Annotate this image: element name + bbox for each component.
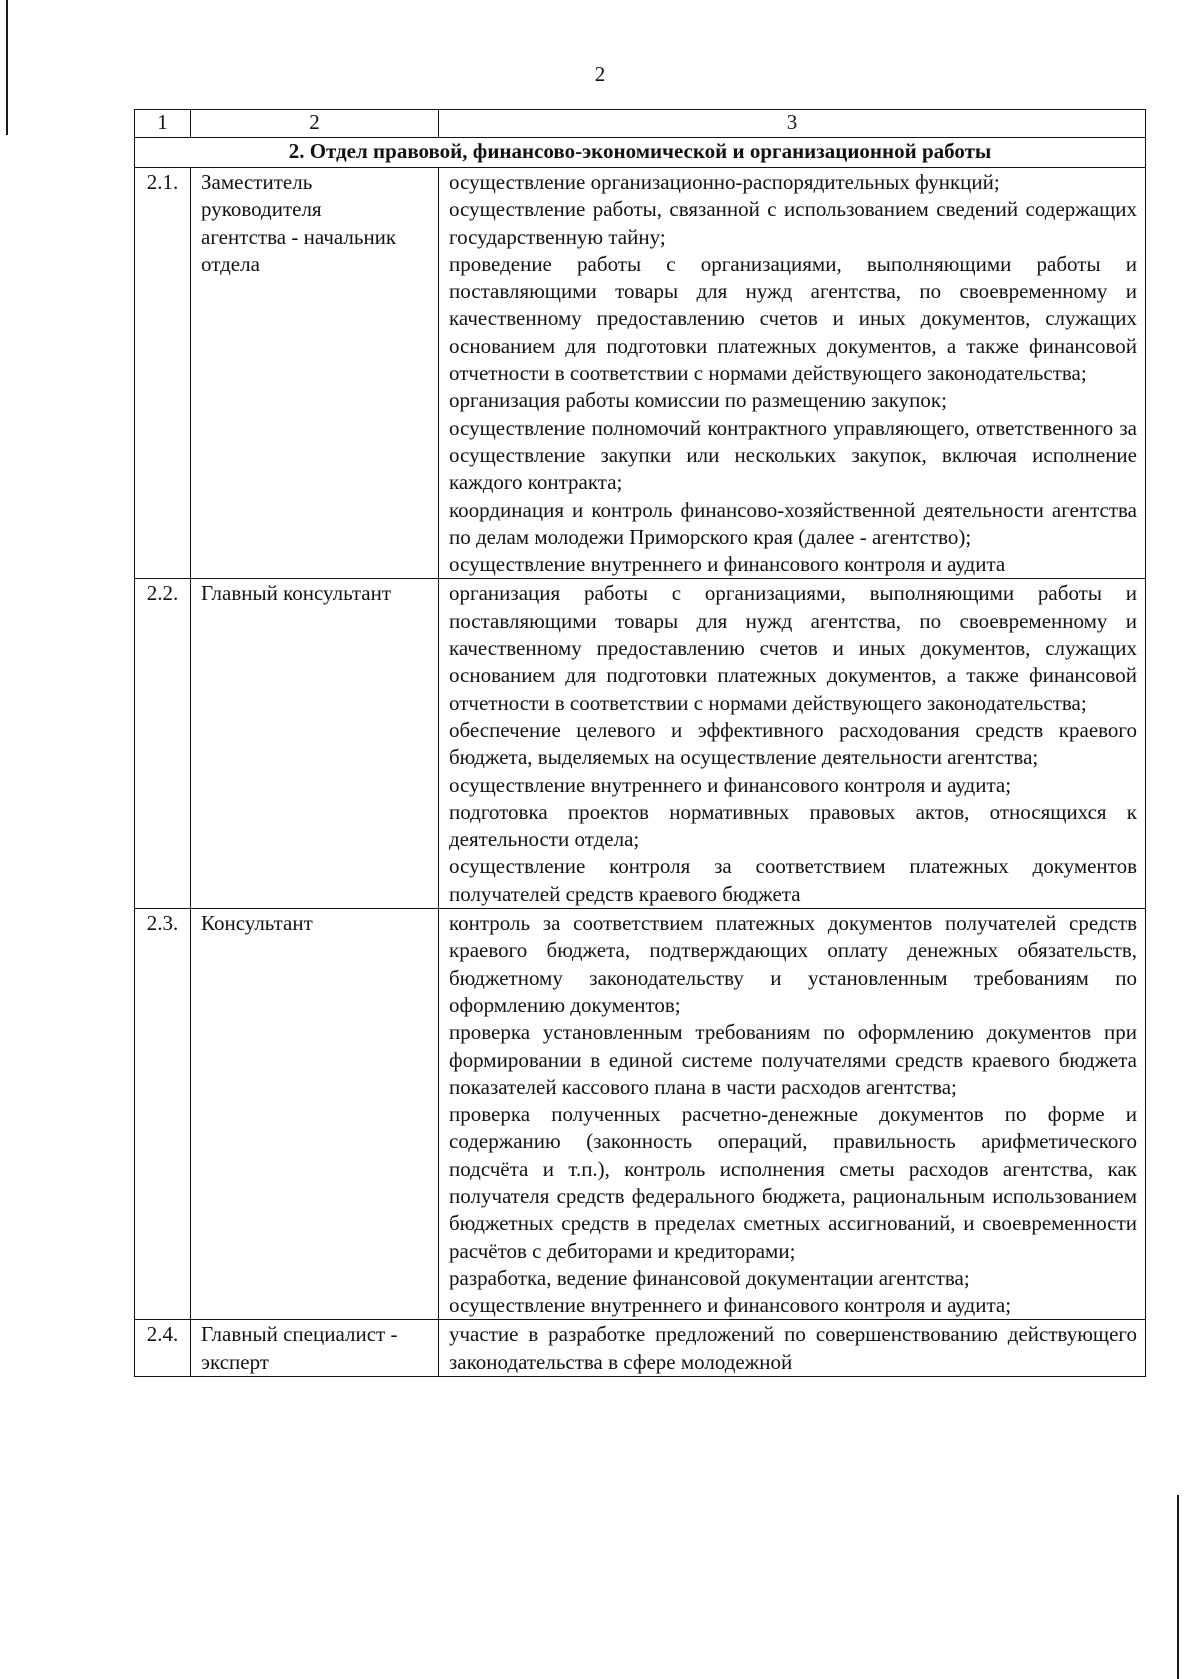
position-title (191, 168, 439, 579)
position-title (191, 1320, 439, 1377)
duty-item: осуществление полномочий контрактного управляющего, ответственного за осуществление закупки или нескольких закупок, включая исполнение каждого контракта; (449, 415, 1137, 495)
duty-item: организация работы с организациями, выполняющими работы и поставляющими товары для нужд агентства, по своевременному и качественному предоставлению счетов и иных документов, служащих основанием для подготовки платежных документов, а также финансовой отчетности в соответствии с нормами действующего законодательства; (449, 581, 1137, 715)
table-row-2-4 (135, 1320, 1146, 1377)
duty-item: проверка установленным требованиям по оформлению документов при формировании в единой системе получателями средств краевого бюджета показателей кассового плана в части расходов агентства; (449, 1020, 1137, 1099)
section-title: 2. Отдел правовой, финансово-экономической и организационной работы (135, 138, 1146, 168)
column-number-3: 3 (439, 110, 1146, 138)
duty-item: осуществление внутреннего и финансового контроля и аудита (449, 552, 1006, 577)
position-line: агентства - начальник (201, 224, 397, 249)
duties-cell (439, 909, 1146, 1320)
position-line: эксперт (201, 1349, 269, 1374)
position-line: Главный специалист - (201, 1322, 398, 1347)
duty-item: осуществление контроля за соответствием платежных документов получателей средств краевого бюджета (449, 854, 1137, 906)
duty-item: контроль за соответствием платежных документов получателей средств краевого бюджета, подтверждающих оплату денежных обязательств, бюджетному законодательству и установленным требованиям по оформлению документов; (449, 911, 1137, 1017)
row-number: 2.1. (135, 168, 191, 579)
duty-item: подготовка проектов нормативных правовых актов, относящихся к деятельности отдела; (449, 799, 1137, 852)
section-row (135, 138, 1146, 168)
position-title (191, 909, 439, 1320)
table-row-2-2 (135, 579, 1146, 909)
duty-item: организация работы комиссии по размещению закупок; (449, 388, 947, 413)
duty-item: осуществление организационно-распорядительных функций; (449, 170, 1000, 194)
column-number-row (135, 110, 1146, 138)
table-row-2-3 (135, 909, 1146, 1320)
duty-item: осуществление внутреннего и финансового контроля и аудита; (449, 772, 1012, 797)
row-number: 2.2. (135, 579, 191, 909)
duties-cell (439, 579, 1146, 909)
page-number: 2 (594, 62, 606, 86)
duty-item: проведение работы с организациями, выполняющими работы и поставляющими товары для нужд агентства, по своевременному и качественному предоставлению счетов и иных документов, служащих основанием для подготовки платежных документов, а также финансовой отчетности в соответствии с нормами действующего законодательства; (449, 251, 1137, 386)
scan-edge-right (1177, 1495, 1179, 1679)
position-title (191, 579, 439, 909)
position-line: руководителя (201, 197, 322, 222)
duty-item: обеспечение целевого и эффективного расходования средств краевого бюджета, выделяемых на осуществление деятельности агентства; (449, 717, 1137, 770)
row-number: 2.4. (135, 1320, 191, 1377)
duty-item: осуществление работы, связанной с использованием сведений содержащих государственную тайну; (449, 197, 1137, 249)
duties-table (134, 109, 1146, 1377)
column-number-2: 2 (191, 110, 439, 138)
table-row-2-1 (135, 168, 1146, 579)
duty-item: участие в разработке предложений по совершенствованию действующего законодательства в сфере молодежной (449, 1322, 1137, 1374)
duty-item: проверка полученных расчетно-денежные документов по форме и содержанию (законность операций, правильность арифметического подсчёта и т.п.), контроль исполнения сметы расходов агентства, как получателя средств федерального бюджета, рациональным использованием бюджетных средств в пределах сметных ассигнований, и своевременности расчётов с дебиторами и кредиторами; (449, 1102, 1137, 1263)
position-line: отдела (201, 251, 260, 276)
duty-item: осуществление внутреннего и финансового контроля и аудита; (449, 1293, 1012, 1318)
position-line: Заместитель (201, 170, 313, 194)
duties-cell (439, 168, 1146, 579)
position-line: Главный консультант (201, 581, 392, 606)
duties-cell (439, 1320, 1146, 1377)
column-number-1: 1 (135, 110, 191, 138)
row-number: 2.3. (135, 909, 191, 1320)
position-line: Консультант (201, 911, 313, 936)
duty-item: разработка, ведение финансовой документации агентства; (449, 1265, 970, 1290)
duty-item: координация и контроль финансово-хозяйственной деятельности агентства по делам молодежи Приморского края (далее - агентство); (449, 497, 1137, 549)
